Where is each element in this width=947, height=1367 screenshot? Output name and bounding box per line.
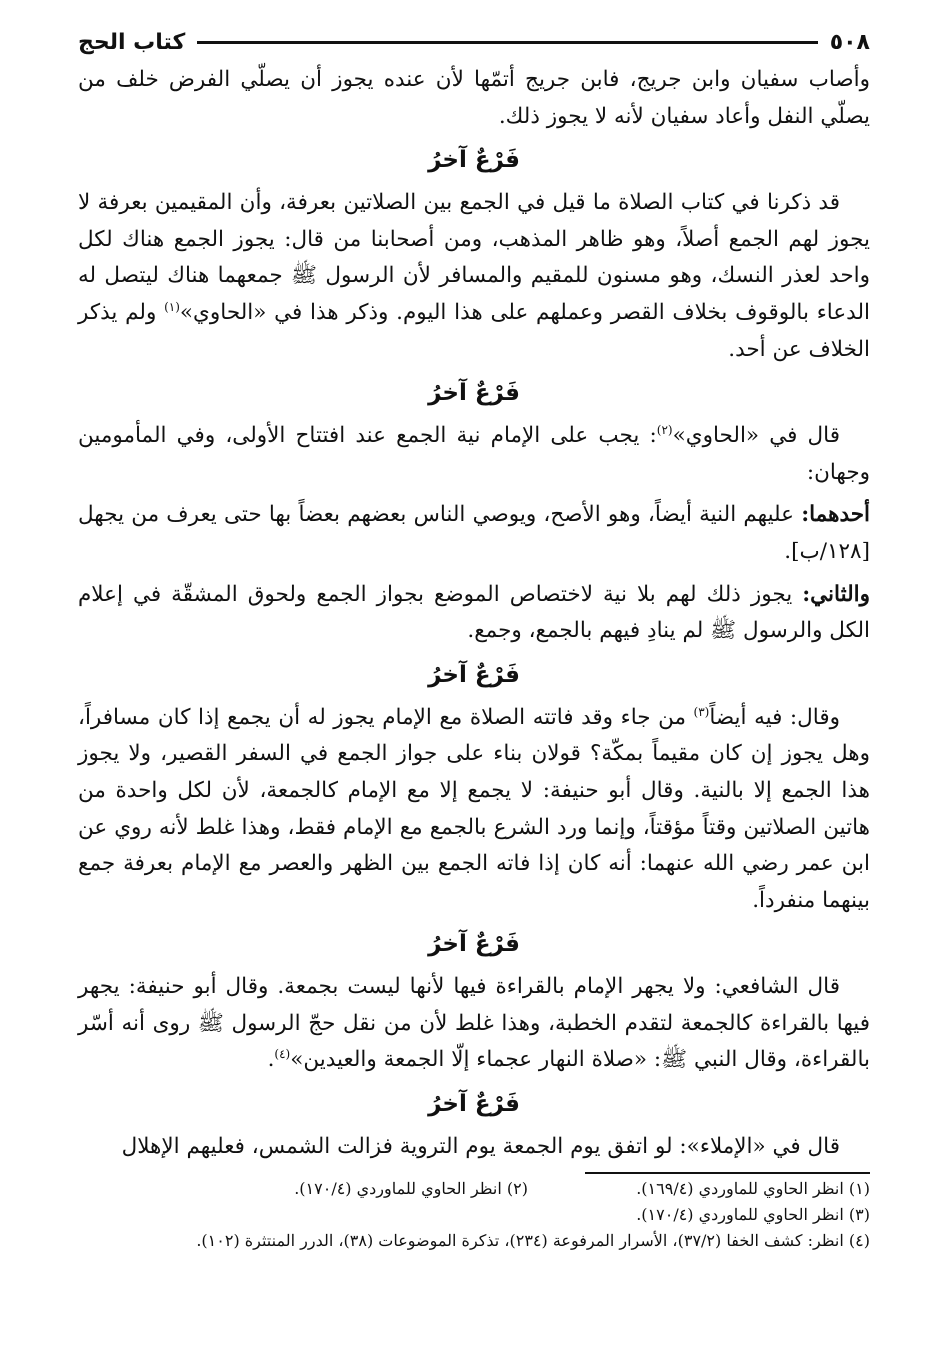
footnotes	[78, 1172, 870, 1254]
paragraph-text: قال في «الحاوي»	[672, 423, 840, 449]
footnote-row	[78, 1176, 870, 1202]
header-rule	[197, 41, 817, 44]
paragraph-text-tail: .	[267, 1047, 275, 1073]
section-heading-3: فَرْعٌ آخرُ	[428, 661, 520, 688]
footnote-2: (٢) انظر الحاوي للماوردي (١٧٠/٤).	[294, 1179, 528, 1198]
running-head	[78, 22, 870, 62]
footnote-4: (٤) انظر: كشف الخفا (٣٧/٢)، الأسرار المرفوعة (٢٣٤)، تذكرة الموضوعات (٣٨)، الدرر المنتثرة (١٠٢).	[196, 1231, 870, 1250]
section-heading-5: فَرْعٌ آخرُ	[428, 1091, 520, 1118]
section-2-paragraph-3	[78, 577, 870, 650]
section-heading-4: فَرْعٌ آخرُ	[428, 931, 520, 958]
footnote-reference-1: (١)	[164, 299, 180, 314]
section-3-paragraph	[78, 700, 870, 920]
book-page	[78, 22, 870, 1352]
footnote-reference-3: (٣)	[693, 704, 710, 719]
book-title: كتاب الحج	[78, 29, 186, 55]
section-5-paragraph	[78, 1129, 870, 1166]
paragraph-text: قال في «الإملاء»: لو اتفق يوم الجمعة يوم التروية فزالت الشمس، فعليهم الإهلال	[121, 1134, 840, 1160]
paragraph-text: قد ذكرنا في كتاب الصلاة ما قيل في الجمع بين الصلاتين بعرفة، وأن المقيمين بعرفة لا يجوز لهم الجمع أصلاً، وهو ظاهر المذهب، ومن أصحابنا من قال: يجوز الجمع هناك لكل واحد لعذر النسك، وهو مسنون للمقيم والمسافر لأن الرسول ﷺ جمعهما هناك ليتصل له الدعاء بالوقوف بخلاف القصر وعملهم على هذا اليوم. وذكر هذا في «الحاوي»	[78, 190, 870, 325]
page-number: ٥٠٨	[829, 29, 870, 55]
second-view-label: والثاني:	[802, 581, 870, 607]
paragraph-text-tail: من جاء وقد فاتته الصلاة مع الإمام يجوز له أن يجمع إذا كان مسافراً، وهل يجوز إن كان مقيماً بمكّة؟ قولان بناء على جواز الجمع في السفر القصير، ولا يجوز هذا الجمع إلا بالنية. وقال أبو حنيفة: لا يجمع إلا مع الإمام كالجمعة، لأن لكل واحدة من هاتين الصلاتين وقتاً مؤقتاً، وإنما ورد الشرع بالجمع مع الإمام فقط، وهذا غلط لأنه روي عن ابن عمر رضي الله عنهما: أنه كان إذا فاته الجمع بين الظهر والعصر مع الإمام بعرفة جمع بينهما منفرداً.	[78, 704, 870, 913]
section-heading-1: فَرْعٌ آخرُ	[428, 147, 520, 174]
footnote-reference-4: (٤)	[274, 1047, 291, 1062]
footnote-reference-2: (٢)	[656, 423, 673, 437]
main-text	[78, 62, 870, 1166]
paragraph-text: قال الشافعي: ولا يجهر الإمام بالقراءة فيها لأنها ليست بجمعة. وقال أبو حنيفة: يجهر فيها بالقراءة كالجمعة لتقدم الخطبة، وهذا غلط لأن من نقل حجّ الرسول ﷺ روى أنه أسّر بالقراءة، وقال النبي ﷺ: «صلاة النهار عجماء إلّا الجمعة والعيدين»	[78, 974, 870, 1073]
footnote-rule	[585, 1172, 870, 1174]
first-view-label: أحدهما:	[801, 502, 870, 528]
section-4-paragraph	[78, 969, 870, 1079]
paragraph-text-tail: ولم يذكر الخلاف عن أحد.	[78, 299, 870, 362]
section-2-paragraph-1	[78, 418, 870, 491]
paragraph-text-tail: : يجب على الإمام نية الجمع عند افتتاح الأولى، وفي المأمومين وجهان:	[78, 423, 870, 485]
paragraph-text: يجوز ذلك لهم بلا نية لاختصاص الموضع بجواز الجمع ولحوق المشقّة في إعلام الكل والرسول ﷺ لم ينادِ فيهم بالجمع، وجمع.	[78, 581, 870, 644]
section-heading-2: فَرْعٌ آخرُ	[428, 380, 520, 407]
footnote-1: (١) انظر الحاوي للماوردي (١٦٩/٤).	[636, 1179, 870, 1198]
paragraph-text: عليهم النية أيضاً، وهو الأصح، ويوصي الناس بعضهم بعضاً بها حتى يعرف من يجهل [١٢٨/ب].	[78, 502, 870, 564]
paragraph-continuation: وأصاب سفيان وابن جريج، فابن جريج أتمّها لأن عنده يجوز أن يصلّي الفرض خلف من يصلّي النفل وأعاد سفيان لأنه لا يجوز ذلك.	[78, 67, 870, 129]
section-2-paragraph-2	[78, 497, 870, 570]
footnote-3: (٣) انظر الحاوي للماوردي (١٧٠/٤).	[636, 1205, 870, 1224]
paragraph-text: وقال: فيه أيضاً	[709, 704, 840, 730]
section-1-paragraph	[78, 185, 870, 368]
